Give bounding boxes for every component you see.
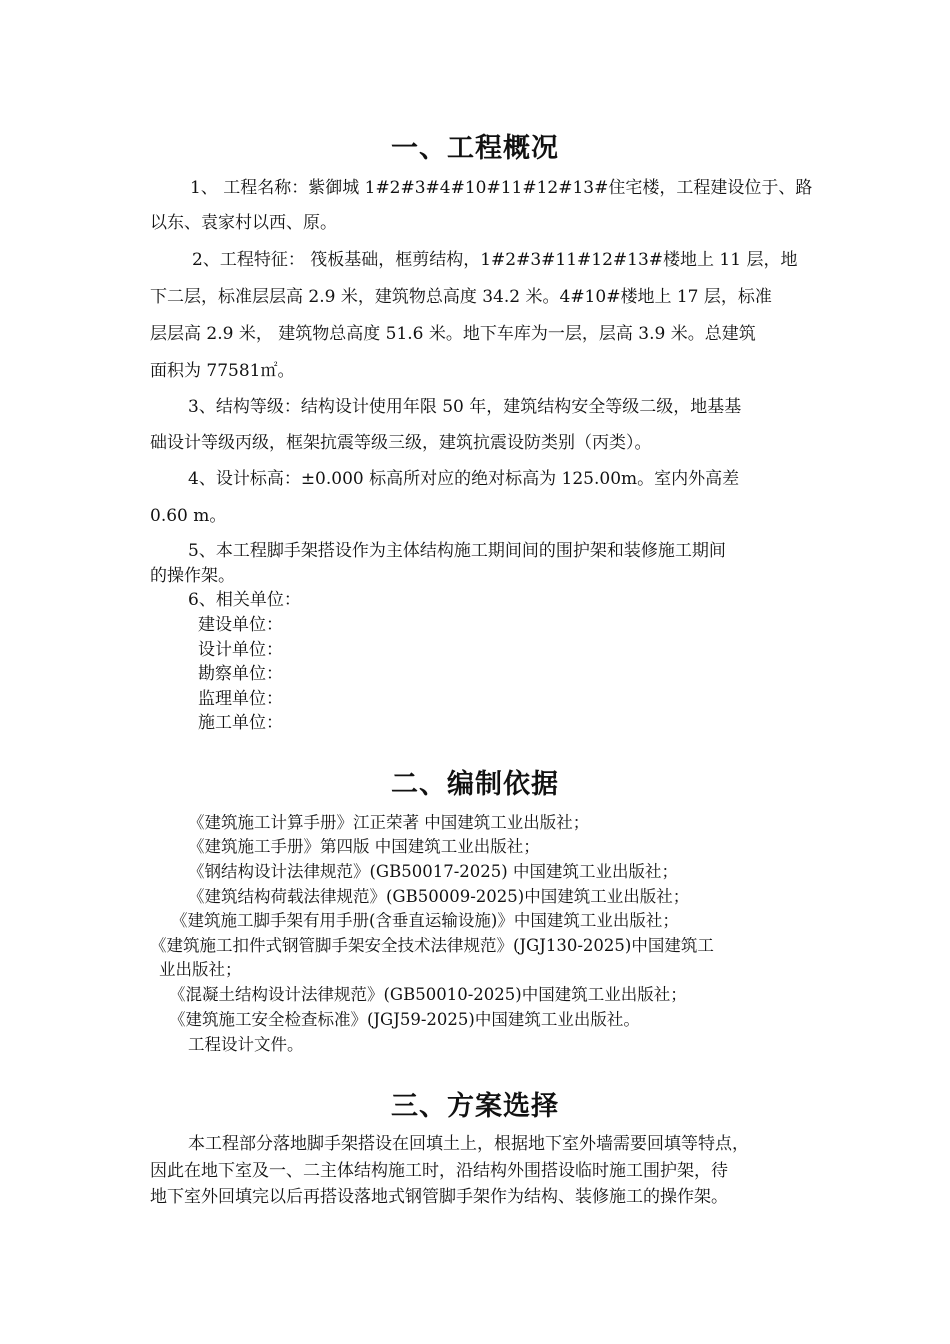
section-title: 一、工程概况 bbox=[391, 133, 559, 164]
reference-item: 《钢结构设计法律规范》(GB50017-2025) 中国建筑工业出版社； bbox=[188, 862, 678, 881]
reference-item: 《建筑施工安全检查标准》(JGJ59-2025)中国建筑工业出版社。 bbox=[169, 1010, 640, 1029]
paragraph-line: 层层高 2.9 米， 建筑物总高度 51.6 米。地下车库为一层，层高 3.9 米。总建筑 bbox=[150, 324, 756, 344]
reference-item: 《建筑施工计算手册》江正荣著 中国建筑工业出版社； bbox=[188, 813, 590, 832]
reference-item: 《建筑施工手册》第四版 中国建筑工业出版社； bbox=[188, 837, 540, 856]
reference-item: 《混凝土结构设计法律规范》(GB50010-2025)中国建筑工业出版社； bbox=[169, 985, 687, 1004]
paragraph-line: 下二层，标准层层高 2.9 米，建筑物总高度 34.2 米。4#10#楼地上 17 层，标准 bbox=[150, 287, 772, 307]
related-unit-label: 设计单位： bbox=[198, 640, 283, 660]
paragraph-line: 的操作架。 bbox=[150, 566, 235, 586]
reference-item: 《建筑结构荷载法律规范》(GB50009-2025)中国建筑工业出版社； bbox=[188, 887, 690, 906]
paragraph-line: 础设计等级丙级，框架抗震等级三级，建筑抗震设防类别（丙类）。 bbox=[150, 433, 652, 453]
paragraph-line: 6、相关单位： bbox=[188, 590, 301, 610]
reference-item: 《建筑施工脚手架有用手册(含垂直运输设施)》中国建筑工业出版社； bbox=[171, 911, 679, 930]
paragraph-line: 本工程部分落地脚手架搭设在回填土上，根据地下室外墙需要回填等特点， bbox=[188, 1134, 749, 1154]
related-unit-label: 勘察单位： bbox=[198, 664, 283, 684]
paragraph-line: 2、工程特征： 筏板基础，框剪结构，1#2#3#11#12#13#楼地上 11 层，地 bbox=[192, 250, 798, 270]
related-unit-label: 监理单位： bbox=[198, 689, 283, 709]
reference-item: 工程设计文件。 bbox=[188, 1035, 304, 1054]
paragraph-line: 以东、袁家村以西、原。 bbox=[150, 213, 337, 233]
paragraph-line: 地下室外回填完以后再搭设落地式钢管脚手架作为结构、装修施工的操作架。 bbox=[150, 1187, 728, 1207]
related-unit-label: 施工单位： bbox=[198, 713, 283, 733]
reference-item: 《建筑施工扣件式钢管脚手架安全技术法律规范》(JGJ130-2025)中国建筑工 bbox=[150, 936, 714, 955]
paragraph-line: 3、结构等级：结构设计使用年限 50 年，建筑结构安全等级二级，地基基 bbox=[188, 397, 742, 417]
paragraph-line: 0.60 m。 bbox=[150, 506, 227, 526]
paragraph-line: 面积为 77581㎡。 bbox=[150, 361, 295, 381]
section-title: 二、编制依据 bbox=[391, 769, 559, 800]
reference-item: 业出版社； bbox=[159, 960, 242, 979]
paragraph-line: 因此在地下室及一、二主体结构施工时，沿结构外围搭设临时施工围护架，待 bbox=[150, 1161, 728, 1181]
paragraph-line: 5、本工程脚手架搭设作为主体结构施工期间间的围护架和装修施工期间 bbox=[188, 541, 726, 561]
paragraph-line: 4、设计标高：±0.000 标高所对应的绝对标高为 125.00m。室内外高差 bbox=[188, 469, 740, 489]
related-unit-label: 建设单位： bbox=[198, 615, 283, 635]
paragraph-line: 1、 工程名称：紫御城 1#2#3#4#10#11#12#13#住宅楼，工程建设位于、路 bbox=[190, 178, 813, 198]
section-title: 三、方案选择 bbox=[391, 1091, 559, 1122]
